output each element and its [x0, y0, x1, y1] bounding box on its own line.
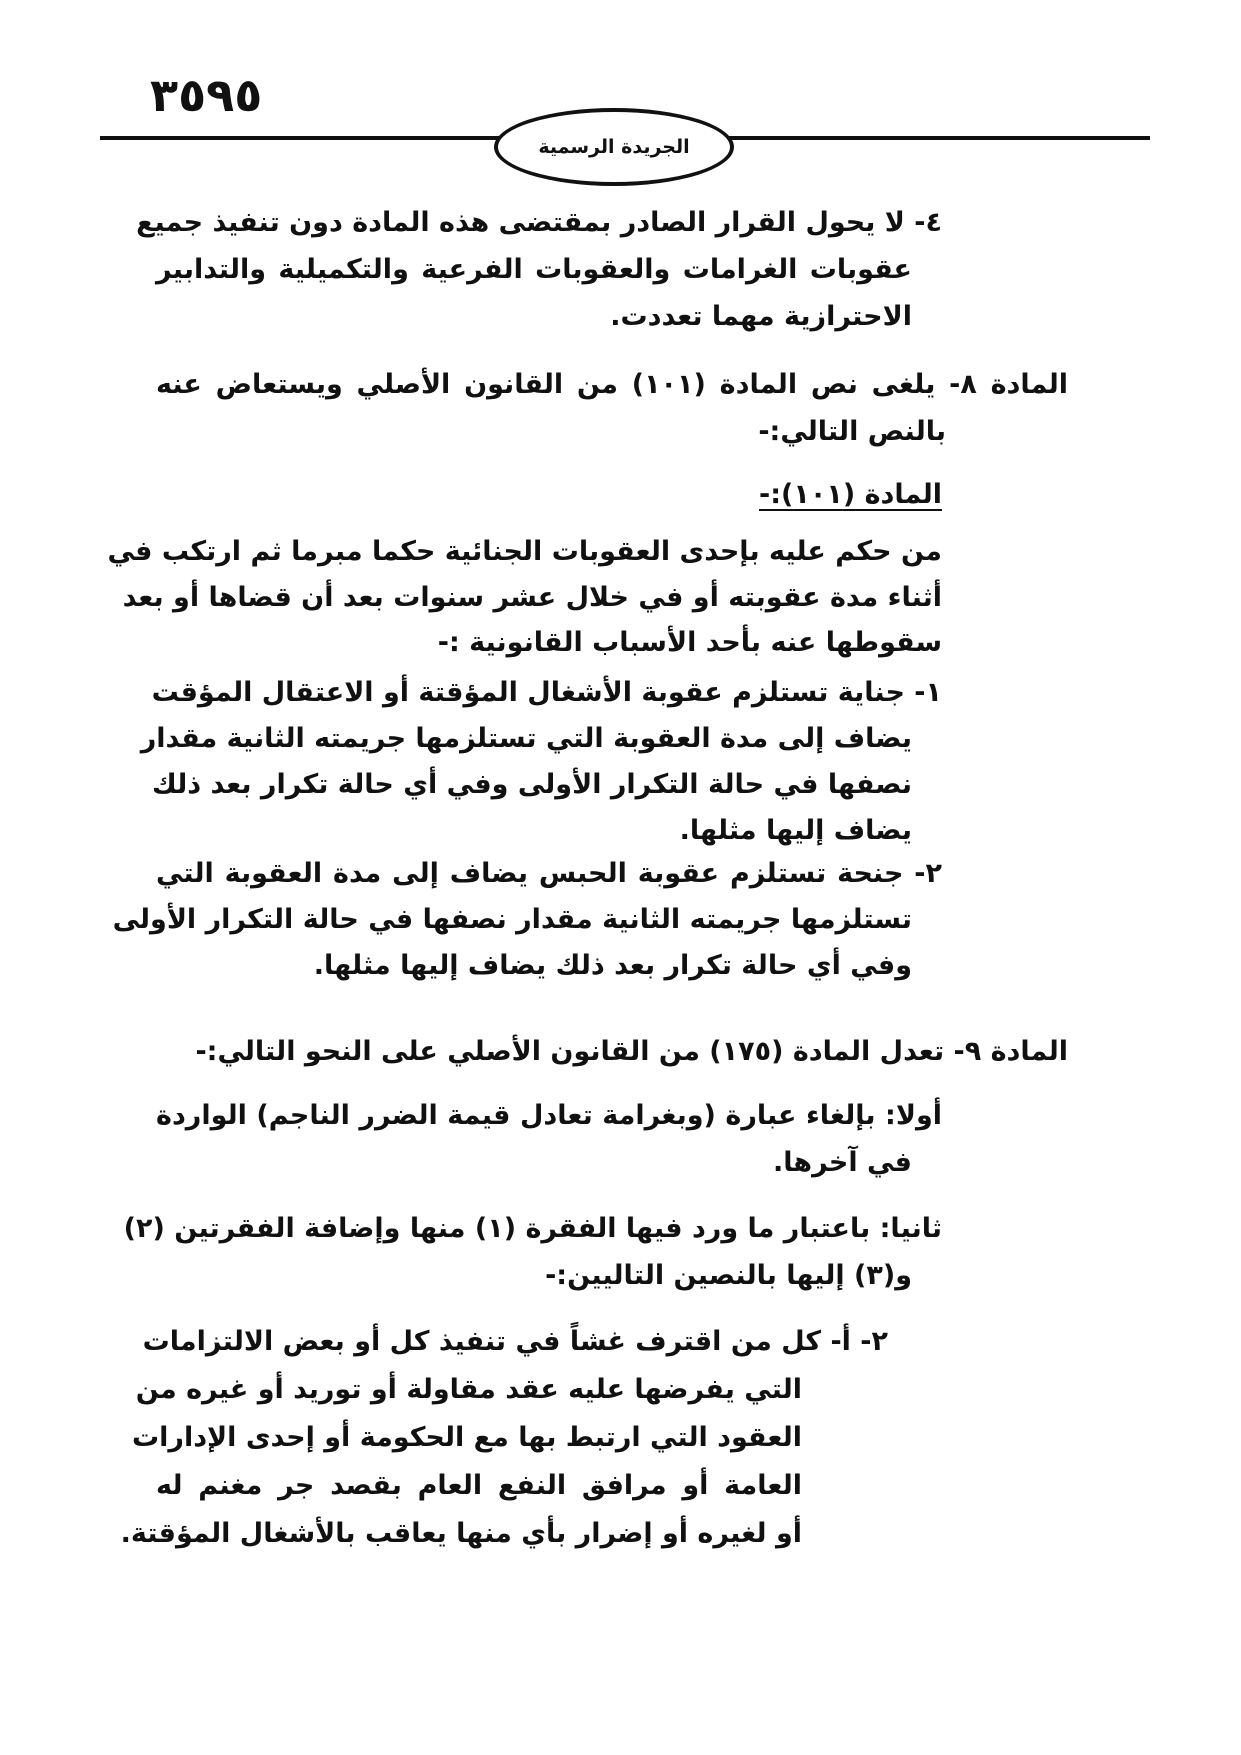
article101-intro-line: أثناء مدة عقوبته أو في خلال عشر سنوات بعد أن قضاها أو بعد	[122, 582, 942, 613]
article101-item1-line: يضاف إلى مدة العقوبة التي تستلزمها جريمته الثانية مقدار	[140, 723, 912, 754]
gazette-emblem-oval	[494, 108, 734, 186]
paragraph2a-line: ٢- أ- كل من اقترف غشاً في تنفيذ كل أو بعض الالتزامات	[142, 1326, 888, 1357]
paragraph2a-line: التي يفرضها عليه عقد مقاولة أو توريد أو غيره من	[135, 1374, 802, 1405]
second-amendment-line: ثانيا: باعتبار ما ورد فيها الفقرة (١) منها وإضافة الفقرتين (٢)	[123, 1213, 942, 1244]
item4-line: ٤- لا يحول القرار الصادر بمقتضى هذه المادة دون تنفيذ جميع	[136, 207, 942, 238]
article8-line: المادة ٨- يلغى نص المادة (١٠١) من القانون الأصلي ويستعاض عنه	[156, 369, 1069, 400]
paragraph2a-line: أو لغيره أو إضرار بأي منها يعاقب بالأشغال المؤقتة.	[120, 1518, 802, 1549]
paragraph2a-line: العامة أو مرافق النفع العام بقصد جر مغنم له	[156, 1470, 802, 1501]
first-amendment-line: أولا: بإلغاء عبارة (وبغرامة تعادل قيمة الضرر الناجم) الواردة	[156, 1100, 942, 1131]
article101-title: المادة (١٠١):-	[759, 479, 942, 510]
article101-intro-line: من حكم عليه بإحدى العقوبات الجنائية حكما مبرما ثم ارتكب في	[107, 536, 942, 567]
article8-line: بالنص التالي:-	[758, 416, 946, 447]
second-amendment-line: و(٣) إليها بالنصين التاليين:-	[545, 1260, 912, 1291]
article101-item2-line: تستلزمها جريمته الثانية مقدار نصفها في حالة التكرار الأولى	[112, 904, 912, 935]
article101-item1-line: ١- جناية تستلزم عقوبة الأشغال المؤقتة أو الاعتقال المؤقت	[151, 677, 942, 708]
paragraph2a-line: العقود التي ارتبط بها مع الحكومة أو إحدى الإدارات	[132, 1422, 802, 1453]
article101-item1-line: يضاف إليها مثلها.	[679, 815, 912, 846]
article101-item1-line: نصفها في حالة التكرار الأولى وفي أي حالة تكرار بعد ذلك	[152, 769, 912, 800]
item4-line: الاحترازية مهما تعددت.	[610, 301, 912, 332]
gazette-title: الجريدة الرسمية	[538, 136, 690, 158]
article101-item2-line: ٢- جنحة تستلزم عقوبة الحبس يضاف إلى مدة العقوبة التي	[156, 858, 942, 889]
article9-line: المادة ٩- تعدل المادة (١٧٥) من القانون الأصلي على النحو التالي:-	[195, 1036, 1068, 1067]
article101-intro-line: سقوطها عنه بأحد الأسباب القانونية :-	[437, 627, 942, 658]
article101-item2-line: وفي أي حالة تكرار بعد ذلك يضاف إليها مثلها.	[313, 950, 912, 981]
first-amendment-line: في آخرها.	[772, 1147, 912, 1178]
item4-line: عقوبات الغرامات والعقوبات الفرعية والتكميلية والتدابير	[156, 254, 912, 285]
page-number: ٣٥٩٥	[150, 68, 263, 122]
